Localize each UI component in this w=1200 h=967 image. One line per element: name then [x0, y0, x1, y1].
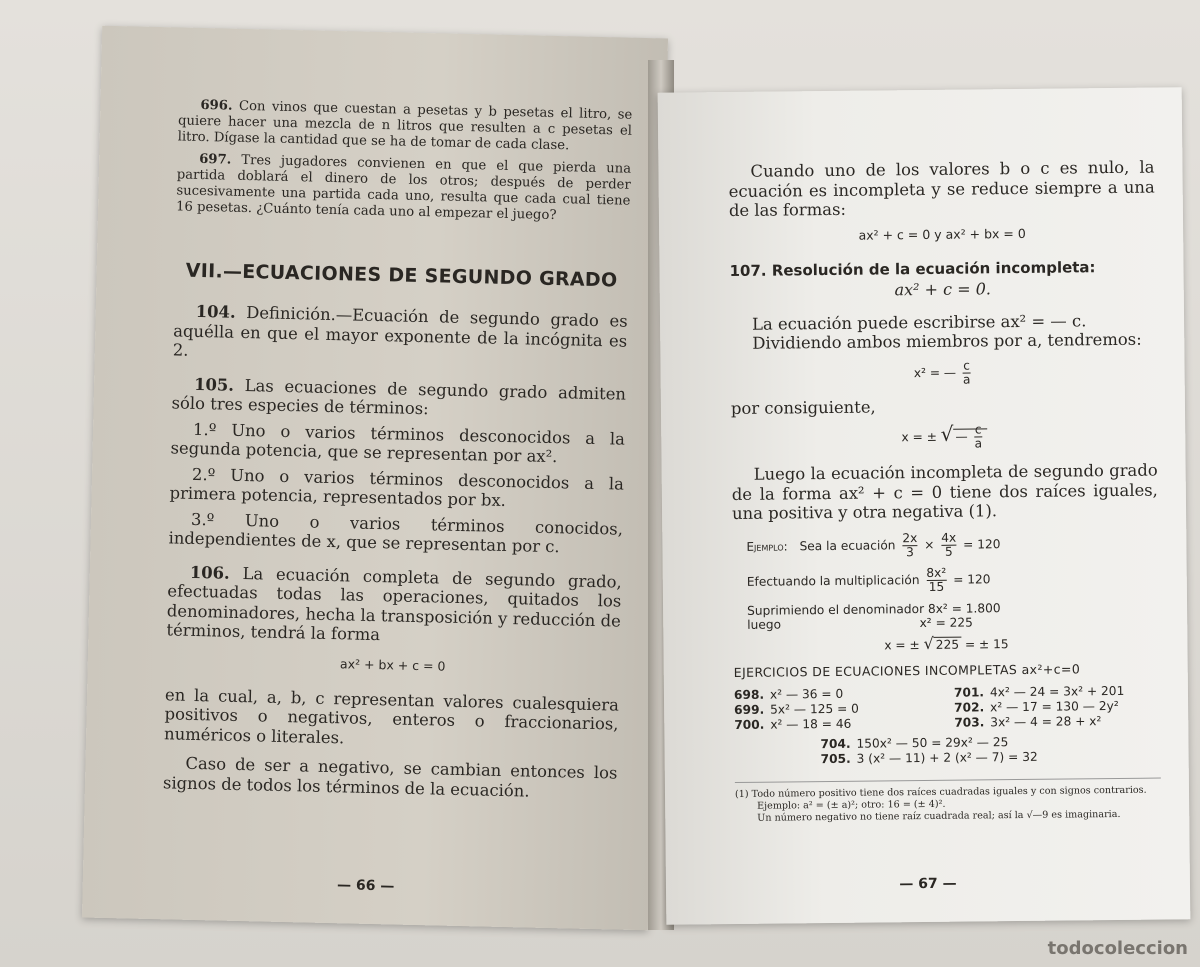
fraction	[974, 423, 982, 450]
incomplete-forms: ax² + c = 0 y ax² + bx = 0	[858, 225, 1026, 243]
list-ordinal: 3.º	[190, 509, 215, 529]
exercise-696	[177, 97, 632, 155]
exercises-center	[820, 733, 1160, 767]
paragraph-number: 106.	[189, 562, 230, 583]
exercise-item	[734, 700, 940, 716]
exercise-number: 697.	[199, 151, 232, 168]
exercise-number: 702.	[954, 699, 985, 715]
list-item	[168, 509, 623, 558]
exercise-equation: 5x² — 125 = 0	[770, 701, 859, 717]
paragraph-consiguiente: por consiguiente,	[730, 397, 876, 418]
list-text: Uno o varios términos desconocidos a la segunda potencia, que se representan por ax².	[170, 420, 626, 467]
paragraph-intro: Cuando uno de los valores b o c es nulo, la ecuación es incompleta y se reduce siempre a una de las formas:	[728, 157, 1155, 221]
section-title: VII.—ECUACIONES DE SEGUNDO GRADO	[185, 259, 618, 292]
exercise-equation: 3x² — 4 = 28 + x²	[990, 713, 1102, 729]
equation-rhs: = 120	[963, 536, 1001, 552]
exercise-equation: x² — 36 = 0	[769, 686, 844, 702]
right-page-content	[658, 87, 1191, 924]
exercise-equation: 4x² — 24 = 3x² + 201	[989, 683, 1125, 699]
exercise-text: Con vinos que cuestan a pesetas y b pesetas el litro, se quiere hacer una mezcla de n litros que resulten a c pesetas el litro. Dígase la cantidad que se ha de tomar de cada clase.	[177, 98, 633, 154]
equation-lhs: x² = —	[913, 365, 957, 380]
denominator: 5	[944, 544, 953, 559]
step-text: Efectuando la multiplicación	[746, 572, 920, 589]
exercise-equation: x² — 17 = 130 — 2y²	[990, 698, 1119, 714]
minus-sign: —	[955, 429, 968, 444]
exercise-item	[734, 685, 940, 701]
efectuando-line	[747, 564, 1159, 595]
footnote	[735, 777, 1161, 824]
list-text: Uno o varios términos conocidos, independientes de x, que se representan por c.	[168, 510, 624, 557]
denominator: 15	[928, 579, 945, 594]
fraction	[926, 566, 946, 593]
exercises-grid	[734, 683, 1160, 731]
paragraph-text: Las ecuaciones de segundo grado admiten sólo tres especies de términos:	[171, 375, 627, 419]
list-item	[169, 464, 624, 513]
paragraph-puede: La ecuación puede escribirse ax² = — c.	[751, 310, 1087, 334]
fraction	[941, 531, 956, 558]
equation-root	[733, 631, 1159, 654]
suprimiendo-line: Suprimiendo el denominador 8x² = 1.800	[747, 600, 1001, 618]
paragraph-text: La ecuación completa de segundo grado, efectuadas todas las operaciones, quitados los denominadores, hecha la transposición y reducción de términos, tendrá la forma	[166, 563, 622, 645]
list-item	[170, 419, 625, 468]
exercise-number: 703.	[954, 714, 985, 730]
heading-number: 107.	[729, 261, 767, 280]
exercise-number: 696.	[200, 97, 233, 114]
denominator: 3	[905, 544, 914, 559]
paragraph-106	[166, 562, 622, 650]
exercise-number: 701.	[953, 684, 985, 700]
exercise-number: 704.	[820, 736, 851, 751]
heading-formula: ax² + c = 0.	[894, 278, 991, 299]
footnote-line: Un número negativo no tiene raíz cuadrada real; así la √—9 es imaginaria.	[757, 808, 1121, 824]
right-page	[658, 87, 1191, 924]
exercise-number: 699.	[734, 702, 765, 717]
equation-lhs: x = ±	[901, 429, 937, 445]
numerator: c	[963, 358, 971, 373]
left-page-content	[82, 26, 668, 931]
example-line	[746, 529, 1158, 560]
exercise-text: Tres jugadores convienen en que el que pierda una partida doblará el dinero de los otros; después de perder sucesivamente una partida cada uno, resulta que cada cual tiene 16 pesetas. ¿Cuánto tenía cada uno al empezar el juego?	[175, 152, 632, 224]
exercise-item	[821, 748, 1161, 767]
sqrt-icon: √	[940, 421, 954, 446]
sqrt-icon: √	[923, 633, 934, 653]
numerator: 4x	[941, 530, 957, 545]
paragraph-105	[171, 374, 626, 423]
paragraph-cual: en la cual, a, b, c representan valores cualesquiera positivos o negativos, enteros o fraccionarios, numéricos o literales.	[163, 684, 620, 747]
list-ordinal: 1.º	[192, 419, 217, 439]
equation-rhs: = 120	[953, 571, 991, 587]
heading-text: Resolución de la ecuación incompleta:	[771, 257, 1096, 280]
paragraph-number: 105.	[193, 374, 235, 395]
footnote-line: (1) Todo número positivo tiene dos raíces cuadradas iguales y con signos contrarios.	[734, 784, 1147, 800]
list-ordinal: 2.º	[191, 464, 216, 484]
left-page	[82, 26, 668, 931]
exercise-item	[954, 698, 1160, 714]
equation-rhs: = ± 15	[964, 636, 1009, 652]
exercise-number: 705.	[820, 751, 851, 766]
exercise-item	[954, 683, 1160, 699]
page-number-right: — 67 —	[899, 875, 957, 893]
list-text: Uno o varios términos desconocidos a la primera potencia, representados por bx.	[169, 465, 625, 510]
radicand: 225	[934, 636, 961, 651]
paragraph-text: Definición.—Ecuación de segundo grado es aquélla en que el mayor exponente de la incógnita es 2.	[172, 303, 628, 360]
watermark-logo: todocoleccion	[1047, 938, 1188, 959]
radicand	[953, 422, 987, 451]
paragraph-dividiendo: Dividiendo ambos miembros por a, tendremos:	[752, 329, 1142, 353]
exercises-title: EJERCICIOS DE ECUACIONES INCOMPLETAS ax²+c=0	[733, 660, 1081, 680]
numerator: c	[974, 422, 982, 437]
exercise-number: 700.	[734, 717, 765, 732]
exercise-equation: x² — 18 = 46	[770, 716, 852, 732]
numerator: 2x	[902, 530, 918, 545]
equation-lhs: x = ±	[884, 637, 920, 652]
numerator: 8x²	[926, 565, 947, 580]
exercise-item	[954, 713, 1160, 729]
complete-equation-formula: ax² + bx + c = 0	[339, 655, 446, 674]
equation-x	[731, 420, 1157, 453]
equation-225: x² = 225	[919, 614, 973, 630]
exercise-equation: 150x² — 50 = 29x² — 25	[856, 734, 1009, 751]
fraction	[963, 359, 971, 386]
page-number-left: — 66 —	[336, 877, 395, 895]
denominator: a	[974, 436, 983, 451]
denominator: a	[962, 372, 971, 387]
luego-label: luego	[747, 617, 782, 632]
exercise-equation: 3 (x² — 11) + 2 (x² — 7) = 32	[856, 749, 1038, 766]
footnote-line: Ejemplo: a² = (± a)²; otro: 16 = (± 4)².	[757, 798, 946, 812]
times-sign: ×	[924, 537, 935, 552]
paragraph-104	[173, 301, 628, 370]
paragraph-number: 104.	[195, 301, 236, 322]
exercise-item	[734, 715, 940, 731]
equation-x-squared	[730, 357, 1156, 388]
example-text: Sea la ecuación	[799, 537, 896, 553]
paragraph-luego: Luego la ecuación incompleta de segundo grado de la forma ax² + c = 0 tiene dos raíces iguales, una positiva y otra negativa (1).	[731, 460, 1158, 524]
heading-107	[729, 257, 1155, 279]
exercise-number: 698.	[733, 687, 765, 702]
paragraph-caso: Caso de ser a negativo, se cambian entonces los signos de todos los términos de la ecuación.	[162, 753, 618, 801]
exercise-697	[176, 151, 631, 225]
example-label: Ejemplo:	[746, 538, 788, 554]
fraction	[902, 532, 917, 559]
